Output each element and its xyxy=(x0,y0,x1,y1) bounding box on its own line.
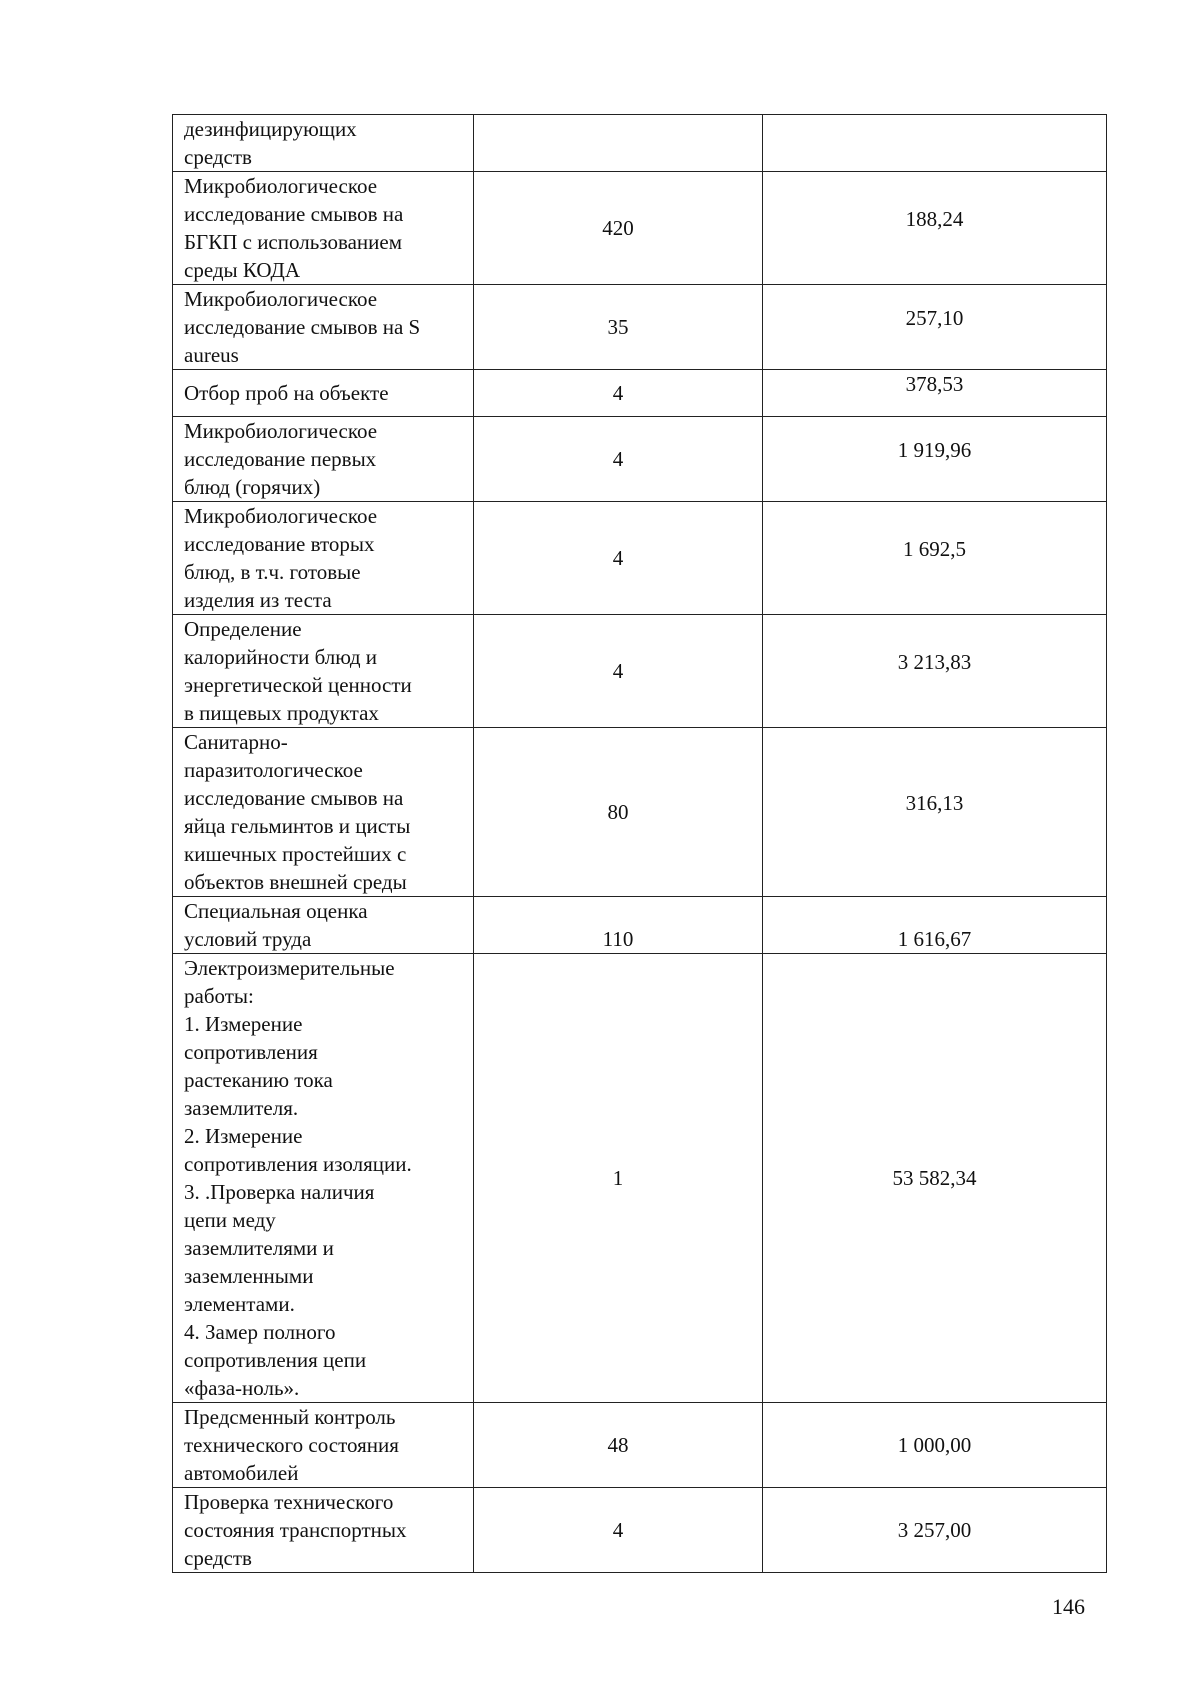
page-number: 146 xyxy=(1052,1594,1085,1619)
quantity-cell: 80 xyxy=(474,728,763,897)
quantity-cell: 4 xyxy=(474,370,763,417)
table-row xyxy=(173,728,1107,897)
price-value: 188,24 xyxy=(905,207,964,231)
service-name-cell: Проверка технического состояния транспортных средств xyxy=(173,1488,474,1573)
quantity-cell: 420 xyxy=(474,172,763,285)
quantity-cell: 48 xyxy=(474,1403,763,1488)
table-row xyxy=(173,1403,1107,1488)
price-value: 316,13 xyxy=(905,791,964,815)
table-row xyxy=(173,285,1107,370)
price-cell xyxy=(763,502,1107,615)
quantity-cell: 4 xyxy=(474,502,763,615)
price-cell xyxy=(763,370,1107,417)
services-price-table xyxy=(172,114,1107,1573)
price-value: 1 616,67 xyxy=(897,927,972,951)
price-cell xyxy=(763,1403,1107,1488)
service-name-cell: Определение калорийности блюд и энергетической ценности в пищевых продуктах xyxy=(173,615,474,728)
quantity-cell: 4 xyxy=(474,615,763,728)
price-value: 3 257,00 xyxy=(897,1518,972,1542)
table-row xyxy=(173,954,1107,1403)
service-name-cell: Специальная оценка условий труда xyxy=(173,897,474,954)
service-name-cell: Микробиологическое исследование смывов на S aureus xyxy=(173,285,474,370)
quantity-cell: 35 xyxy=(474,285,763,370)
table-row xyxy=(173,615,1107,728)
table-row xyxy=(173,115,1107,172)
price-value: 53 582,34 xyxy=(892,1166,977,1190)
price-cell xyxy=(763,897,1107,954)
table-row xyxy=(173,417,1107,502)
table-row xyxy=(173,502,1107,615)
quantity-cell: 1 xyxy=(474,954,763,1403)
price-value: 3 213,83 xyxy=(897,650,972,674)
price-cell xyxy=(763,172,1107,285)
table-row xyxy=(173,1488,1107,1573)
service-name-cell: Отбор проб на объекте xyxy=(173,370,474,417)
quantity-cell: 110 xyxy=(474,897,763,954)
price-value: 257,10 xyxy=(905,306,964,330)
price-cell xyxy=(763,728,1107,897)
table-row xyxy=(173,897,1107,954)
price-value: 1 000,00 xyxy=(897,1433,972,1457)
service-name-cell: Санитарно- паразитологическое исследование смывов на яйца гельминтов и цисты кишечных простейших с объектов внешней среды xyxy=(173,728,474,897)
service-name-cell: Электроизмерительные работы: 1. Измерение сопротивления растеканию тока заземлителя. 2. Измерение сопротивления изоляции. 3. .Проверка наличия цепи меду заземлителями и заземленными элементами. 4. Замер полного сопротивления цепи «фаза-ноль». xyxy=(173,954,474,1403)
price-cell xyxy=(763,115,1107,172)
quantity-cell: 4 xyxy=(474,1488,763,1573)
table-row xyxy=(173,172,1107,285)
price-value: 1 919,96 xyxy=(897,438,972,462)
service-name-cell: Микробиологическое исследование смывов на БГКП с использованием среды КОДА xyxy=(173,172,474,285)
price-value: 1 692,5 xyxy=(903,537,966,561)
service-name-cell: дезинфицирующих средств xyxy=(173,115,474,172)
service-name-cell: Предсменный контроль технического состояния автомобилей xyxy=(173,1403,474,1488)
price-cell xyxy=(763,615,1107,728)
price-cell xyxy=(763,954,1107,1403)
price-cell xyxy=(763,285,1107,370)
quantity-cell xyxy=(474,115,763,172)
service-name-cell: Микробиологическое исследование вторых блюд, в т.ч. готовые изделия из теста xyxy=(173,502,474,615)
quantity-cell: 4 xyxy=(474,417,763,502)
price-cell xyxy=(763,1488,1107,1573)
table-row xyxy=(173,370,1107,417)
service-name-cell: Микробиологическое исследование первых блюд (горячих) xyxy=(173,417,474,502)
price-cell xyxy=(763,417,1107,502)
price-value: 378,53 xyxy=(905,372,964,396)
